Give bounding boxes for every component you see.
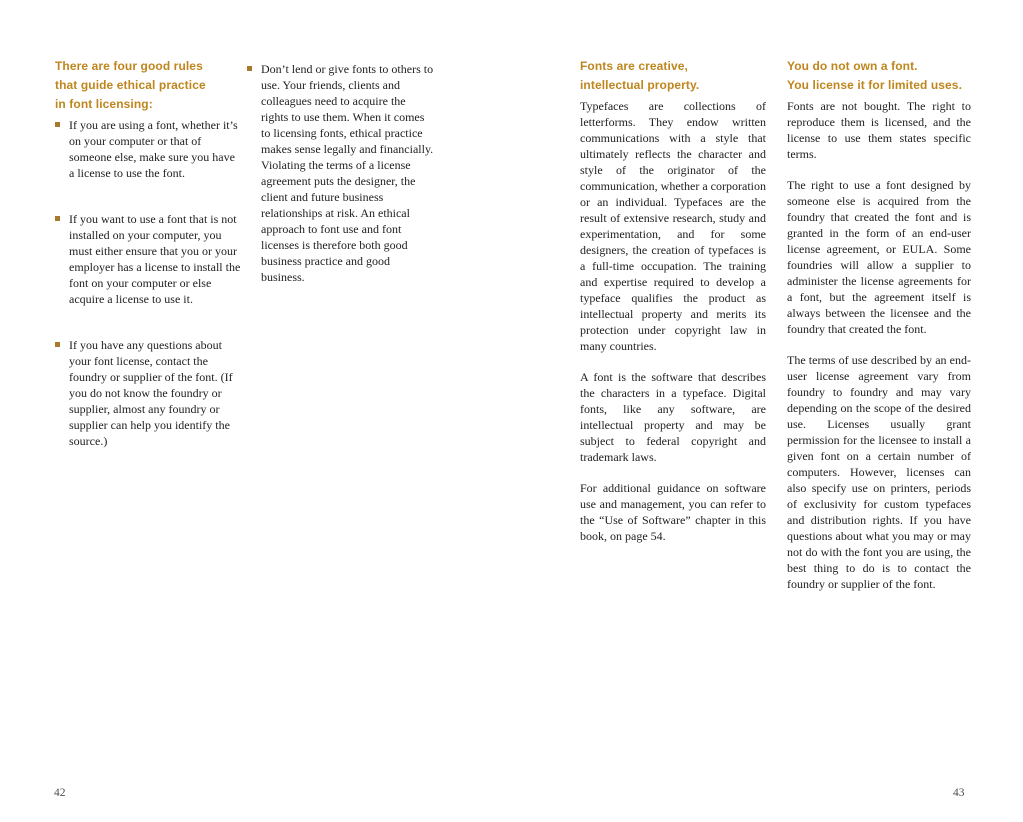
creative-heading-line-2: intellectual property. (580, 78, 700, 92)
license-section-heading (787, 57, 971, 95)
right-page-number: 43 (953, 787, 965, 799)
body-paragraph: For additional guidance on software use and management, you can refer to the “Use of Software” chapter in this book, on page 54. (580, 481, 766, 543)
left-page-column-1 (55, 57, 241, 479)
creative-section-body (580, 98, 766, 544)
right-page-column-1 (580, 57, 766, 559)
license-heading-line-1: You do not own a font. (787, 59, 918, 73)
rules-heading-line-2: that guide ethical practice (55, 78, 206, 92)
left-page-number: 42 (54, 787, 66, 799)
body-paragraph: The right to use a font designed by someone else is acquired from the foundry that created the font and is granted in the form of an end-user license agreement, or EULA. Some foundries will allow a supplier to administer the license agreements for a font, but the agreement itself is always between the licensee and the foundry that created the font. (787, 178, 971, 336)
rules-heading-line-3: in font licensing: (55, 97, 153, 111)
rule-list-item (55, 117, 241, 181)
rules-list (55, 117, 241, 449)
rules-list-continued (247, 61, 435, 285)
rule-text: If you want to use a font that is not installed on your computer, you must either ensure that you or your employer has a license to install the font on your computer or else acquire a license to use it. (69, 212, 241, 306)
rule-list-item (55, 337, 241, 449)
rule-list-item (55, 211, 241, 307)
creative-heading-line-1: Fonts are creative, (580, 59, 688, 73)
rule-text: If you are using a font, whether it’s on your computer or that of someone else, make sure you have a license to use the font. (69, 118, 238, 180)
right-page-column-2 (787, 57, 971, 607)
square-bullet-icon (55, 216, 60, 221)
license-heading-line-2: You license it for limited uses. (787, 78, 963, 92)
square-bullet-icon (55, 342, 60, 347)
rules-heading (55, 57, 241, 114)
left-page-column-2 (247, 61, 435, 315)
creative-section-heading (580, 57, 766, 95)
rule-text: Don’t lend or give fonts to others to use. Your friends, clients and colleagues need to acquire the rights to use them. When it comes to licensing fonts, ethical practice makes sense legally and financially. Violating the terms of a license agreement puts the designer, the client and future business relationships at risk. An ethical approach to font use and font licenses is therefore both good business practice and good business. (261, 62, 434, 284)
rule-text: If you have any questions about your font license, contact the foundry or supplier of the font. (If you do not know the foundry or supplier, almost any foundry or supplier can help you identify the source.) (69, 338, 233, 448)
body-paragraph: The terms of use described by an end-user license agreement vary from foundry to foundry and may vary depending on the scope of the desired use. Licenses usually grant permission for the licensee to install a given font on a certain number of computers. However, licenses can also specify use on printers, periods of exclusivity for custom typefaces and distribution rights. If you have questions about what you may or may not do with the font you are using, the best thing to do is to contact the foundry or supplier of the font. (787, 353, 971, 591)
body-paragraph: A font is the software that describes the characters in a typeface. Digital fonts, like any software, are intellectual property and may be subject to federal copyright and trademark laws. (580, 370, 766, 464)
rule-list-item (247, 61, 435, 285)
square-bullet-icon (55, 122, 60, 127)
body-paragraph: Fonts are not bought. The right to reproduce them is licensed, and the license to use them states specific terms. (787, 99, 971, 161)
license-section-body (787, 98, 971, 592)
body-paragraph: Typefaces are collections of letterforms. They endow written communications with a style that ultimately reflects the character and style of the originator of the communication, whether a corporation or an individual. Typefaces are the result of extensive research, study and experimentation, and for some designers, the creation of typefaces is a full-time occupation. The training and expertise required to develop a typeface qualifies the product as intellectual property and merits its protection under copyright law in many countries. (580, 99, 766, 353)
square-bullet-icon (247, 66, 252, 71)
rules-heading-line-1: There are four good rules (55, 59, 203, 73)
